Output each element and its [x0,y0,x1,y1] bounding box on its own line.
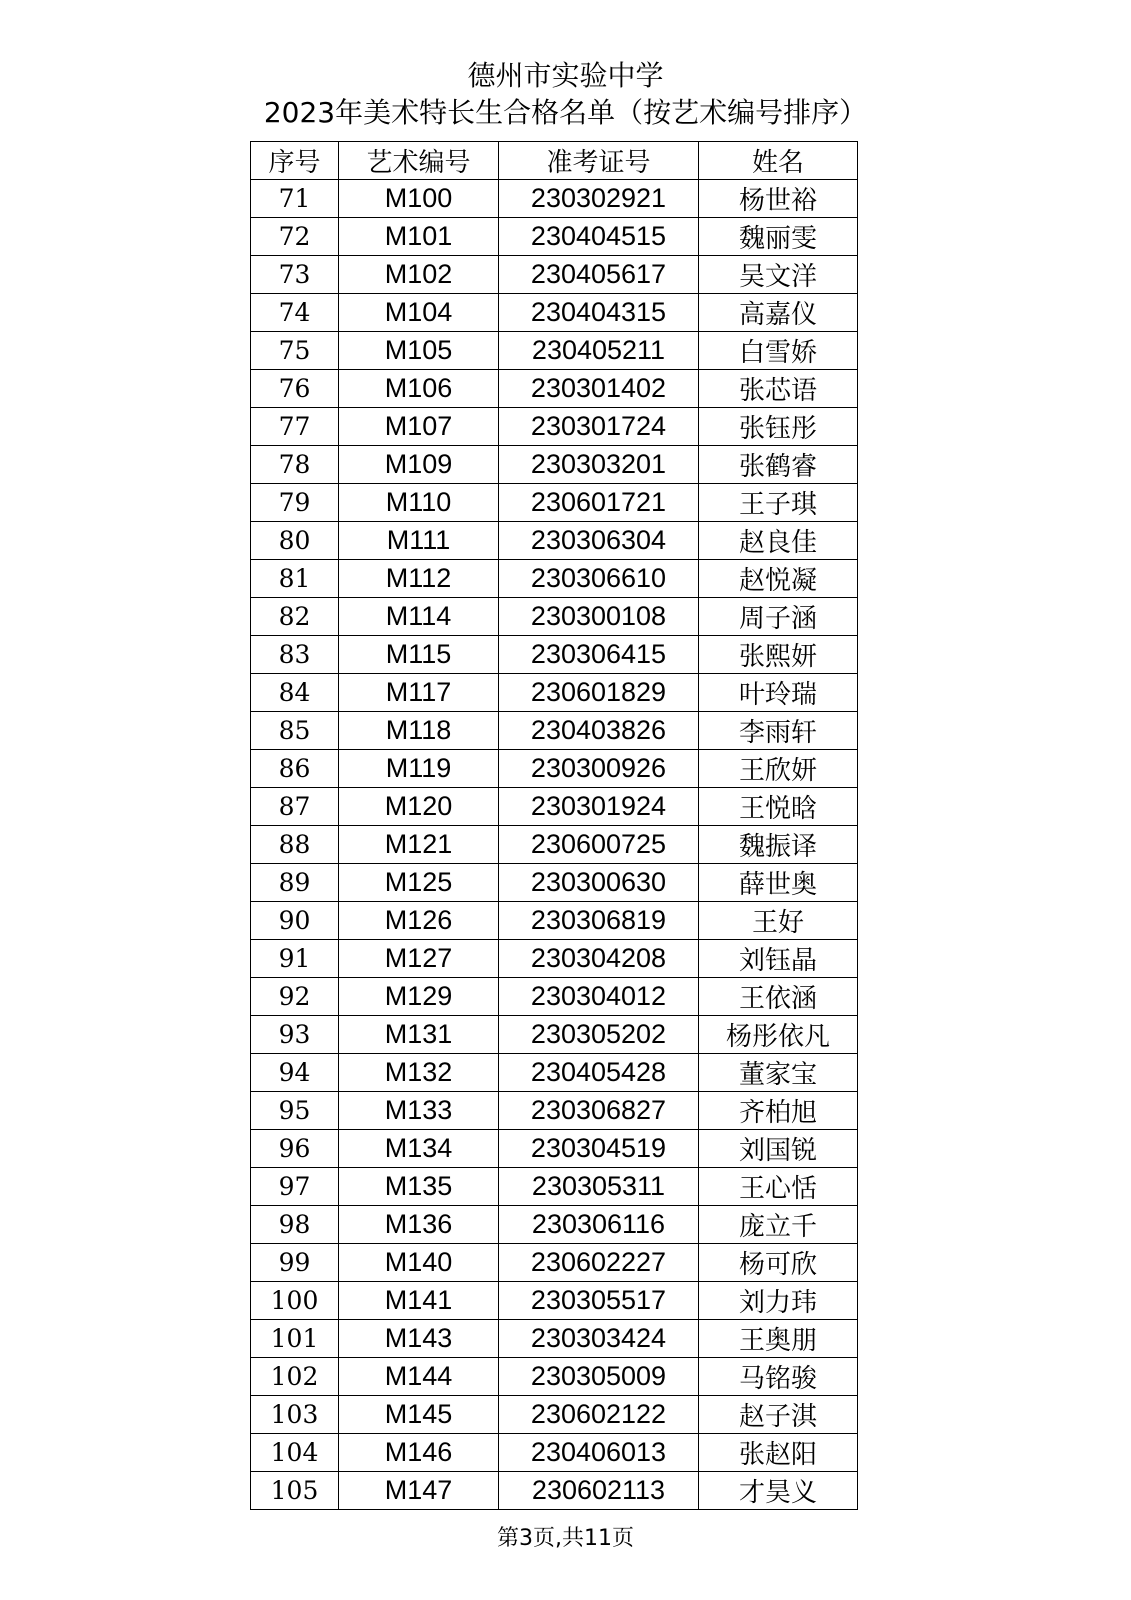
exam-number-cell: 230304012 [499,978,699,1016]
column-header-exam-number: 准考证号 [499,142,699,180]
exam-number-cell: 230306610 [499,560,699,598]
art-number-cell: M141 [339,1282,499,1320]
table-row [251,1206,858,1244]
art-number-cell: M143 [339,1320,499,1358]
table-row [251,788,858,826]
table-row [251,902,858,940]
art-number-cell: M135 [339,1168,499,1206]
table-row [251,256,858,294]
table-row [251,826,858,864]
table-row [251,1016,858,1054]
exam-number-cell: 230404315 [499,294,699,332]
exam-number-cell: 230304519 [499,1130,699,1168]
art-number-cell: M146 [339,1434,499,1472]
exam-number-cell: 230305202 [499,1016,699,1054]
table-row [251,484,858,522]
exam-number-cell: 230301724 [499,408,699,446]
exam-number-cell: 230601829 [499,674,699,712]
list-title: 2023年美术特长生合格名单（按艺术编号排序） [263,96,868,129]
exam-number-cell: 230602227 [499,1244,699,1282]
seq-cell: 91 [251,940,339,978]
column-header-name: 姓名 [699,142,858,180]
art-number-cell: M112 [339,560,499,598]
art-number-cell: M127 [339,940,499,978]
exam-number-cell: 230303201 [499,446,699,484]
student-name-cell: 张赵阳 [699,1434,858,1472]
art-number-cell: M119 [339,750,499,788]
art-number-cell: M121 [339,826,499,864]
page-number: 第3页,共11页 [497,1526,634,1551]
art-number-cell: M107 [339,408,499,446]
table-row [251,1282,858,1320]
student-name-cell: 刘力玮 [699,1282,858,1320]
exam-number-cell: 230300108 [499,598,699,636]
student-name-cell: 刘国锐 [699,1130,858,1168]
student-name-cell: 魏振译 [699,826,858,864]
seq-cell: 89 [251,864,339,902]
exam-number-cell: 230306304 [499,522,699,560]
student-name-cell: 魏丽雯 [699,218,858,256]
student-name-cell: 赵子淇 [699,1396,858,1434]
seq-cell: 94 [251,1054,339,1092]
student-name-cell: 王好 [699,902,858,940]
table-row [251,864,858,902]
student-name-cell: 薛世奥 [699,864,858,902]
art-number-cell: M104 [339,294,499,332]
student-name-cell: 赵良佳 [699,522,858,560]
student-name-cell: 赵悦凝 [699,560,858,598]
exam-number-cell: 230302921 [499,180,699,218]
seq-cell: 102 [251,1358,339,1396]
art-number-cell: M100 [339,180,499,218]
student-name-cell: 吴文洋 [699,256,858,294]
exam-number-cell: 230405617 [499,256,699,294]
art-number-cell: M114 [339,598,499,636]
column-header-seq: 序号 [251,142,339,180]
seq-cell: 96 [251,1130,339,1168]
exam-number-cell: 230301924 [499,788,699,826]
seq-cell: 74 [251,294,339,332]
table-row [251,978,858,1016]
seq-cell: 78 [251,446,339,484]
table-row [251,1472,858,1510]
art-number-cell: M133 [339,1092,499,1130]
table-row [251,712,858,750]
table-header-row [251,142,858,180]
art-number-cell: M105 [339,332,499,370]
seq-cell: 100 [251,1282,339,1320]
seq-cell: 84 [251,674,339,712]
exam-number-cell: 230405428 [499,1054,699,1092]
exam-number-cell: 230305009 [499,1358,699,1396]
art-number-cell: M115 [339,636,499,674]
table-row [251,1320,858,1358]
seq-cell: 83 [251,636,339,674]
art-number-cell: M118 [339,712,499,750]
student-name-cell: 杨可欣 [699,1244,858,1282]
art-number-cell: M106 [339,370,499,408]
table-row [251,1168,858,1206]
exam-number-cell: 230304208 [499,940,699,978]
table-row [251,408,858,446]
art-number-cell: M145 [339,1396,499,1434]
student-name-cell: 董家宝 [699,1054,858,1092]
table-row [251,180,858,218]
table-row [251,1358,858,1396]
table-row [251,294,858,332]
qualified-students-table [250,141,858,1510]
exam-number-cell: 230600725 [499,826,699,864]
student-name-cell: 张钰彤 [699,408,858,446]
seq-cell: 81 [251,560,339,598]
table-row [251,1092,858,1130]
seq-cell: 98 [251,1206,339,1244]
exam-number-cell: 230403826 [499,712,699,750]
seq-cell: 75 [251,332,339,370]
school-name: 德州市实验中学 [467,59,664,92]
seq-cell: 95 [251,1092,339,1130]
seq-cell: 77 [251,408,339,446]
column-header-art-number: 艺术编号 [339,142,499,180]
seq-cell: 90 [251,902,339,940]
student-name-cell: 张芯语 [699,370,858,408]
art-number-cell: M125 [339,864,499,902]
exam-number-cell: 230306415 [499,636,699,674]
exam-number-cell: 230301402 [499,370,699,408]
student-name-cell: 张鹤睿 [699,446,858,484]
student-name-cell: 刘钰晶 [699,940,858,978]
student-name-cell: 王悦晗 [699,788,858,826]
table-row [251,332,858,370]
art-number-cell: M126 [339,902,499,940]
table-row [251,750,858,788]
art-number-cell: M147 [339,1472,499,1510]
table-row [251,1130,858,1168]
exam-number-cell: 230306827 [499,1092,699,1130]
table-row [251,598,858,636]
table-row [251,446,858,484]
exam-number-cell: 230300926 [499,750,699,788]
seq-cell: 86 [251,750,339,788]
art-number-cell: M132 [339,1054,499,1092]
seq-cell: 73 [251,256,339,294]
student-name-cell: 张熙妍 [699,636,858,674]
student-name-cell: 周子涵 [699,598,858,636]
table-row [251,1396,858,1434]
student-name-cell: 才昊义 [699,1472,858,1510]
student-name-cell: 杨彤依凡 [699,1016,858,1054]
exam-number-cell: 230406013 [499,1434,699,1472]
student-name-cell: 白雪娇 [699,332,858,370]
art-number-cell: M120 [339,788,499,826]
seq-cell: 71 [251,180,339,218]
art-number-cell: M109 [339,446,499,484]
seq-cell: 76 [251,370,339,408]
art-number-cell: M144 [339,1358,499,1396]
exam-number-cell: 230300630 [499,864,699,902]
art-number-cell: M117 [339,674,499,712]
art-number-cell: M131 [339,1016,499,1054]
table-row [251,370,858,408]
art-number-cell: M140 [339,1244,499,1282]
student-name-cell: 高嘉仪 [699,294,858,332]
table-row [251,560,858,598]
art-number-cell: M101 [339,218,499,256]
exam-number-cell: 230602122 [499,1396,699,1434]
seq-cell: 97 [251,1168,339,1206]
exam-number-cell: 230404515 [499,218,699,256]
student-name-cell: 王子琪 [699,484,858,522]
seq-cell: 82 [251,598,339,636]
student-name-cell: 杨世裕 [699,180,858,218]
student-name-cell: 王心恬 [699,1168,858,1206]
seq-cell: 93 [251,1016,339,1054]
exam-number-cell: 230306819 [499,902,699,940]
student-name-cell: 庞立千 [699,1206,858,1244]
seq-cell: 101 [251,1320,339,1358]
seq-cell: 103 [251,1396,339,1434]
exam-number-cell: 230602113 [499,1472,699,1510]
exam-number-cell: 230405211 [499,332,699,370]
student-name-cell: 王依涵 [699,978,858,1016]
exam-number-cell: 230303424 [499,1320,699,1358]
seq-cell: 92 [251,978,339,1016]
student-name-cell: 马铭骏 [699,1358,858,1396]
table-row [251,1244,858,1282]
table-row [251,940,858,978]
seq-cell: 105 [251,1472,339,1510]
seq-cell: 99 [251,1244,339,1282]
student-name-cell: 李雨轩 [699,712,858,750]
table-row [251,522,858,560]
exam-number-cell: 230601721 [499,484,699,522]
table-row [251,1054,858,1092]
table-row [251,218,858,256]
exam-number-cell: 230305517 [499,1282,699,1320]
exam-number-cell: 230306116 [499,1206,699,1244]
student-name-cell: 齐柏旭 [699,1092,858,1130]
table-row [251,674,858,712]
exam-number-cell: 230305311 [499,1168,699,1206]
seq-cell: 80 [251,522,339,560]
art-number-cell: M102 [339,256,499,294]
art-number-cell: M111 [339,522,499,560]
table-row [251,636,858,674]
art-number-cell: M134 [339,1130,499,1168]
seq-cell: 72 [251,218,339,256]
art-number-cell: M110 [339,484,499,522]
student-name-cell: 叶玲瑞 [699,674,858,712]
table-row [251,1434,858,1472]
seq-cell: 79 [251,484,339,522]
seq-cell: 87 [251,788,339,826]
student-name-cell: 王欣妍 [699,750,858,788]
seq-cell: 85 [251,712,339,750]
art-number-cell: M129 [339,978,499,1016]
seq-cell: 104 [251,1434,339,1472]
student-name-cell: 王奥朋 [699,1320,858,1358]
art-number-cell: M136 [339,1206,499,1244]
seq-cell: 88 [251,826,339,864]
table-body [251,180,858,1510]
